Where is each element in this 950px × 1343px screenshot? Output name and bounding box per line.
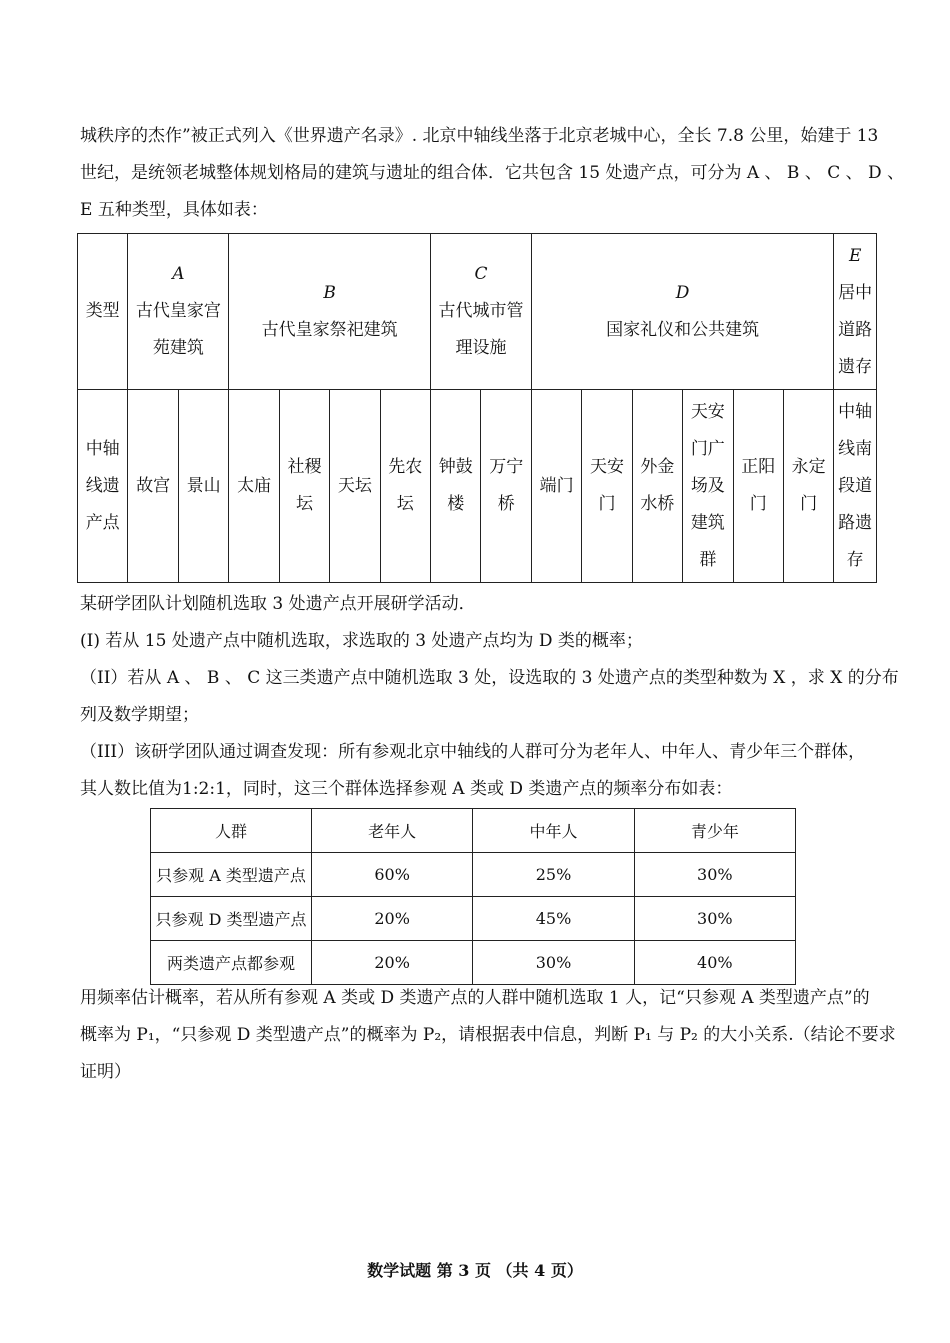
type-c-cell: C 古代城市管理设施 bbox=[430, 234, 531, 390]
question-1: (I) 若从 15 处遗产点中随机选取，求选取的 3 处遗产点均为 D 类的概率； bbox=[80, 631, 643, 651]
type-b-cell: B 古代皇家祭祀建筑 bbox=[229, 234, 431, 390]
question-2-line: （II）若从 A 、 B 、 C 这三类遗产点中随机选取 3 处，设选取的 3 处遗产点的类型种数为 X ，求 X 的分布 bbox=[80, 668, 899, 688]
site-cell: 故宫 bbox=[128, 390, 179, 583]
freq-cell: 60% bbox=[312, 853, 473, 897]
freq-cell: 20% bbox=[312, 897, 473, 941]
freq-row-label: 只参观 D 类型遗产点 bbox=[151, 897, 312, 941]
freq-cell: 30% bbox=[473, 941, 634, 985]
freq-cell: 45% bbox=[473, 897, 634, 941]
heritage-type-table bbox=[77, 233, 877, 583]
freq-header-cell: 中年人 bbox=[473, 809, 634, 853]
type-a-cell: A 古代皇家宫苑建筑 bbox=[128, 234, 229, 390]
site-cell: 钟鼓楼 bbox=[430, 390, 481, 583]
freq-header-cell: 老年人 bbox=[312, 809, 473, 853]
final-line: 用频率估计概率，若从所有参观 A 类或 D 类遗产点的人群中随机选取 1 人，记“只参观 A 类型遗产点”的 bbox=[80, 988, 870, 1008]
intro-line: 城秩序的杰作”被正式列入《世界遗产名录》. 北京中轴线坐落于北京老城中心，全长 7.8 公里，始建于 13 bbox=[80, 126, 879, 146]
freq-cell: 30% bbox=[634, 897, 795, 941]
intro-paragraph bbox=[80, 118, 905, 229]
freq-row-label: 两类遗产点都参观 bbox=[151, 941, 312, 985]
intro-line: E 五种类型，具体如表： bbox=[80, 200, 268, 220]
question-3-line: （III）该研学团队通过调查发现：所有参观北京中轴线的人群可分为老年人、中年人、青少年三个群体， bbox=[80, 742, 866, 762]
freq-cell: 30% bbox=[634, 853, 795, 897]
site-cell: 先农坛 bbox=[380, 390, 430, 583]
frequency-table bbox=[150, 808, 796, 985]
site-cell: 太庙 bbox=[229, 390, 279, 583]
site-cell: 永定门 bbox=[783, 390, 833, 583]
site-cell: 万宁桥 bbox=[481, 390, 532, 583]
site-cell: 天安门广场及建筑群 bbox=[683, 390, 733, 583]
final-line: 证明） bbox=[80, 1062, 131, 1082]
question-intro: 某研学团队计划随机选取 3 处遗产点开展研学活动． bbox=[80, 594, 476, 614]
freq-cell: 25% bbox=[473, 853, 634, 897]
site-cell: 外金水桥 bbox=[632, 390, 682, 583]
final-line: 概率为 P₁，“只参观 D 类型遗产点”的概率为 P₂，请根据表中信息，判断 P₁ 与 P₂ 的大小关系.（结论不要求 bbox=[80, 1025, 896, 1045]
freq-header-cell: 人群 bbox=[151, 809, 312, 853]
site-cell: 社稷坛 bbox=[279, 390, 329, 583]
intro-line: 世纪，是统领老城整体规划格局的建筑与遗址的组合体．它共包含 15 处遗产点，可分为 A 、 B 、 C 、 D 、 bbox=[80, 163, 905, 183]
site-cell: 端门 bbox=[531, 390, 581, 583]
site-cell: 正阳门 bbox=[733, 390, 783, 583]
site-cell: 天坛 bbox=[330, 390, 380, 583]
type-header-cell: 类型 bbox=[78, 234, 128, 390]
question-2-line: 列及数学期望； bbox=[80, 705, 199, 725]
freq-row-label: 只参观 A 类型遗产点 bbox=[151, 853, 312, 897]
final-paragraph bbox=[80, 980, 896, 1091]
type-e-cell: E 居中道路遗存 bbox=[834, 234, 877, 390]
freq-cell: 40% bbox=[634, 941, 795, 985]
site-cell: 景山 bbox=[178, 390, 229, 583]
row-label-cell: 中轴线遗产点 bbox=[78, 390, 128, 583]
freq-header-cell: 青少年 bbox=[634, 809, 795, 853]
freq-cell: 20% bbox=[312, 941, 473, 985]
question-3-line: 其人数比值为1:2:1，同时，这三个群体选择参观 A 类或 D 类遗产点的频率分布如表： bbox=[80, 779, 733, 799]
page-footer: 数学试题 第 3 页 （共 4 页） bbox=[367, 1261, 583, 1280]
questions bbox=[80, 586, 899, 808]
type-d-cell: D 国家礼仪和公共建筑 bbox=[531, 234, 833, 390]
site-cell: 天安门 bbox=[582, 390, 632, 583]
site-cell: 中轴线南段道路遗存 bbox=[834, 390, 877, 583]
